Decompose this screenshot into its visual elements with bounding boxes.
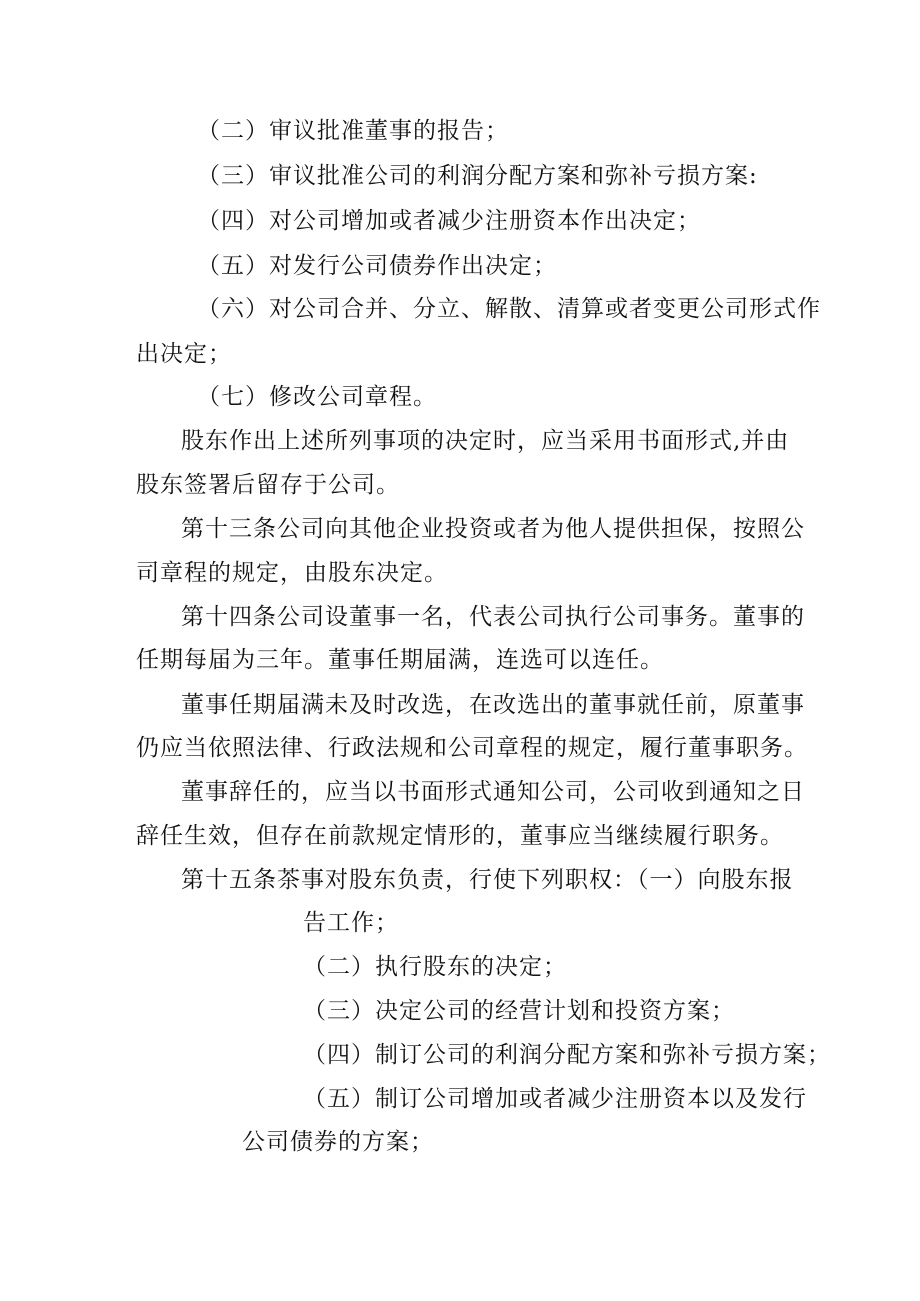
text-line-3: （四）对公司增加或者减少注册资本作出决定；: [197, 208, 701, 234]
text-line-11: 司章程的规定，由股东决定。: [136, 560, 448, 586]
text-line-8: 股东作出上述所列事项的决定时，应当采用书面形式,并由: [181, 428, 790, 454]
text-line-16: 董事辞任的，应当以书面形式通知公司，公司收到通知之日: [181, 779, 805, 805]
text-line-5: （六）对公司合并、分立、解散、清算或者变更公司形式作: [197, 296, 821, 322]
text-line-1: （二）审议批准董事的报告；: [197, 118, 509, 144]
text-line-2: （三）审议批准公司的利润分配方案和弥补亏损方案:: [197, 163, 758, 189]
text-line-15: 仍应当依照法律、行政法规和公司章程的规定，履行董事职务。: [136, 735, 808, 761]
text-line-17: 辞任生效，但存在前款规定情形的，董事应当继续履行职务。: [136, 823, 784, 849]
text-line-12: 第十四条公司设董事一名，代表公司执行公司事务。董事的: [181, 604, 805, 630]
text-line-7: （七）修改公司章程。: [197, 384, 437, 410]
text-line-6: 出决定；: [136, 341, 232, 367]
text-line-21: （三）决定公司的经营计划和投资方案；: [303, 998, 735, 1024]
text-line-23: （五）制订公司增加或者减少注册资本以及发行: [303, 1086, 807, 1112]
text-line-20: （二）执行股东的决定；: [303, 954, 567, 980]
text-line-4: （五）对发行公司债券作出决定；: [197, 253, 557, 279]
text-line-13: 任期每届为三年。董事任期届满，连选可以连任。: [136, 647, 664, 673]
text-line-22: （四）制订公司的利润分配方案和弥补亏损方案；: [303, 1042, 831, 1068]
text-line-18: 第十五条茶事对股东负责，行使下列职权：（一）向股东报: [181, 867, 794, 893]
text-line-9: 股东签署后留存于公司。: [136, 472, 400, 498]
text-line-24: 公司债券的方案；: [242, 1129, 434, 1155]
text-line-14: 董事任期届满未及时改选，在改选出的董事就任前，原董事: [181, 692, 805, 718]
text-line-19: 告工作；: [303, 910, 399, 936]
text-line-10: 第十三条公司向其他企业投资或者为他人提供担保，按照公: [181, 516, 805, 542]
